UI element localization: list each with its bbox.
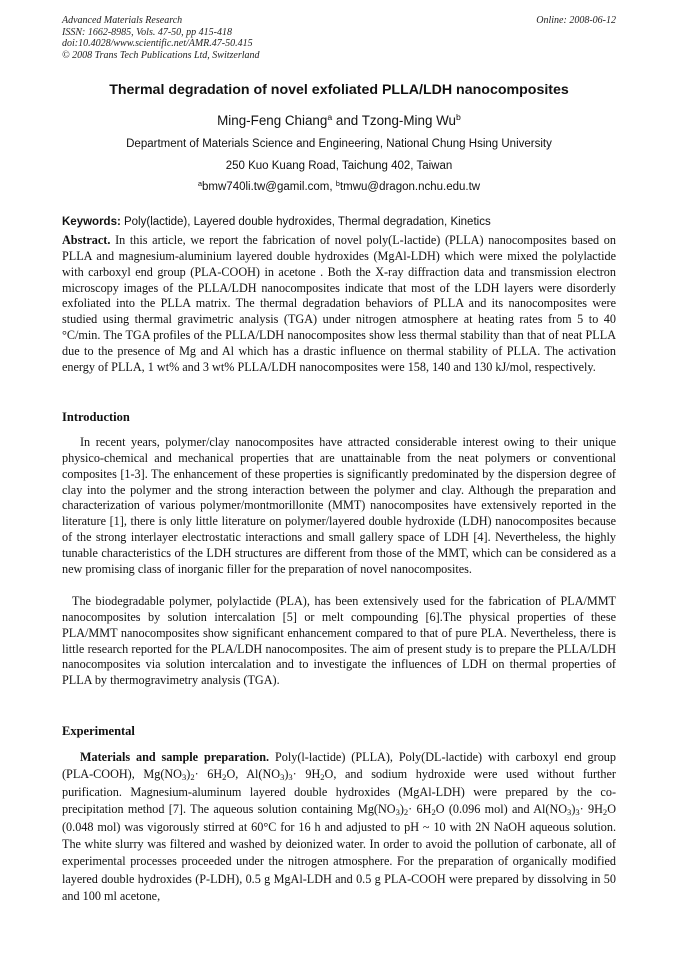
exp-sub: 3 [288, 772, 293, 783]
exp-text: · 6H [408, 802, 432, 817]
affiliation-emails [0, 178, 678, 193]
exp-text: O, and sodium hydroxide were used without further purification. Magnesium-aluminum layered double hydroxides (MgAl-LDH) were prepared by the co-precipitation method [7]. The aqueous solution containing Mg(NO [62, 767, 616, 817]
intro-paragraph-1: In recent years, polymer/clay nanocomposites have attracted considerable interest owing to their unique physico-chemical and mechanical properties that are unattainable from the neat polymers or conventional composites [1-3]. The enhancement of these properties is significantly predominated by the dispersion degree of clay into the polymer and the strong interaction between the polymer and clay. Although the preparation and characterization of various polymer/montmorillonite (MMT) nanocomposites have extensively reported in the literature [1], there is only little literature on polymer/layered double hydroxide (LDH) nanocomposites because of the strong interlayer electrostatic interactions and small gallery space of LDH [4]. Nevertheless, the highly tunable characteristics of the LDH structures are different from those of the MMT, which can be considered as a new promising class of inorganic filler for the preparation of novel nanocomposites. [62, 435, 616, 576]
abstract-label: Abstract. [62, 233, 111, 247]
email-a-sup: a [197, 178, 203, 188]
exp-text: ) [571, 802, 576, 817]
email-b: tmwu@dragon.nchu.edu.tw [339, 181, 481, 193]
author-and: and [332, 113, 362, 128]
exp-text: O (0.048 mol) was vigorously stirred at 60°C for 16 h and adjusted to pH ~ 10 with 2N NaOH aqueous solution. The white slurry was filtered and washed by deionized water. In order to avoid the pollution of carbonate, all of experimental processes proceeded under the nitrogen atmosphere. For the preparation of organically modified layered double hydroxides (P-LDH), 0.5 g MgAl-LDH and 0.5 g PLA-COOH were prepared by dissolving in 50 and 100 ml acetone, [62, 802, 616, 904]
exp-sub: 3 [567, 807, 572, 818]
exp-text: O, Al(NO [226, 767, 281, 782]
email-b-sup: b [335, 178, 340, 188]
journal-header [62, 15, 260, 61]
intro-paragraph-2: The biodegradable polymer, polylactide (PLA), has been extensively used for the fabrication of PLA/MMT nanocomposites by solution intercalation [5] or melt compounding [6].The physical properties of these PLA/MMT nanocomposites show significant enhancement compared to that of pure PLA. Nevertheless, there is little research reported for the PLA/LDH nanocomposites. The aim of present study is to prepare the PLLA/LDH nanocomposites via solution intercalation and to investigate the influences of LDH on thermal properties of PLLA by thermogravimetry analysis (TGA). [62, 594, 616, 688]
abstract-text: In this article, we report the fabrication of novel poly(L-lactide) (PLLA) nanocomposites based on PLLA and magnesium-aluminium layered double hydroxides (MgAl-LDH) which were mixed the polylactide with carboxyl end group (PLA-COOH) in acetone . Both the X-ray diffraction data and transmission electron microscopy images of the PLLA/LDH nanocomposites indicate that most of the LDH layers were disorderly exfoliated into the PLLA matrix. The thermal degradation behaviors of PLLA and its nanocomposites were studied using thermal gravimetric analysis (TGA) under nitrogen atmosphere at heating rates from 5 to 40 °C/min. The TGA profiles of the PLLA/LDH nanocomposites show less thermal stability than that of neat PLLA due to the presence of Mg and Al which has a drastic influence on thermal stability of PLLA. The activation energy of PLLA, 1 wt% and 3 wt% PLLA/LDH nanocomposites were 158, 140 and 130 kJ/mol, respectively. [62, 233, 616, 374]
exp-text: · 9H [579, 802, 603, 817]
exp-sub: 2 [222, 772, 227, 783]
abstract-paragraph [62, 233, 616, 376]
keywords-text: Poly(lactide), Layered double hydroxides, Thermal degradation, Kinetics [120, 216, 491, 228]
exp-sub: 2 [602, 807, 608, 818]
author-2: Tzong-Ming Wu [361, 113, 456, 128]
exp-text: ) [186, 767, 191, 782]
affiliation-dept: Department of Materials Science and Engineering, National Chung Hsing University [126, 138, 552, 150]
exp-sub: 2 [320, 772, 325, 783]
keywords-label: Keywords: [62, 216, 121, 228]
exp-text: · 6H [194, 767, 223, 782]
exp-sub: 3 [395, 807, 400, 818]
author-1-sup: a [327, 112, 333, 123]
journal-doi: doi:10.4028/www.scientific.net/AMR.47-50.415 [62, 38, 253, 49]
affiliation-address: 250 Kuo Kuang Road, Taichung 402, Taiwan [225, 160, 453, 172]
section-heading-introduction: Introduction [62, 410, 130, 424]
exp-text: · 9H [292, 767, 321, 782]
exp-sub: 2 [190, 772, 195, 783]
journal-issn: ISSN: 1662-8985, Vols. 47-50, pp 415-418 [62, 26, 232, 38]
materials-lead: Materials and sample preparation. [80, 750, 270, 764]
exp-text: Poly(l-lactide) (PLLA), Poly(DL-lactide) with carboxyl end group (PLA-COOH), Mg(NO [62, 750, 616, 782]
paper-title: Thermal degradation of novel exfoliated PLLA/LDH nanocomposites [109, 82, 569, 98]
exp-text: ) [399, 802, 404, 817]
experimental-paragraph [62, 749, 616, 906]
author-1: Ming-Feng Chiang [217, 113, 328, 128]
exp-sub: 3 [575, 807, 580, 818]
keywords [62, 216, 616, 228]
online-date: Online: 2008-06-12 [536, 15, 616, 26]
author-line [0, 113, 678, 128]
section-heading-experimental: Experimental [62, 724, 135, 738]
email-a: bmw740li.tw@gamil.com, [202, 181, 336, 193]
exp-sub: 3 [280, 772, 285, 783]
journal-name: Advanced Materials Research [62, 15, 183, 26]
exp-sub: 2 [431, 807, 436, 818]
journal-copyright: © 2008 Trans Tech Publications Ltd, Switzerland [62, 49, 260, 61]
exp-sub: 2 [403, 807, 409, 818]
exp-text: O (0.096 mol) and Al(NO [435, 802, 568, 817]
author-2-sup: b [455, 112, 461, 123]
exp-text: ) [284, 767, 289, 782]
exp-sub: 3 [182, 772, 187, 783]
